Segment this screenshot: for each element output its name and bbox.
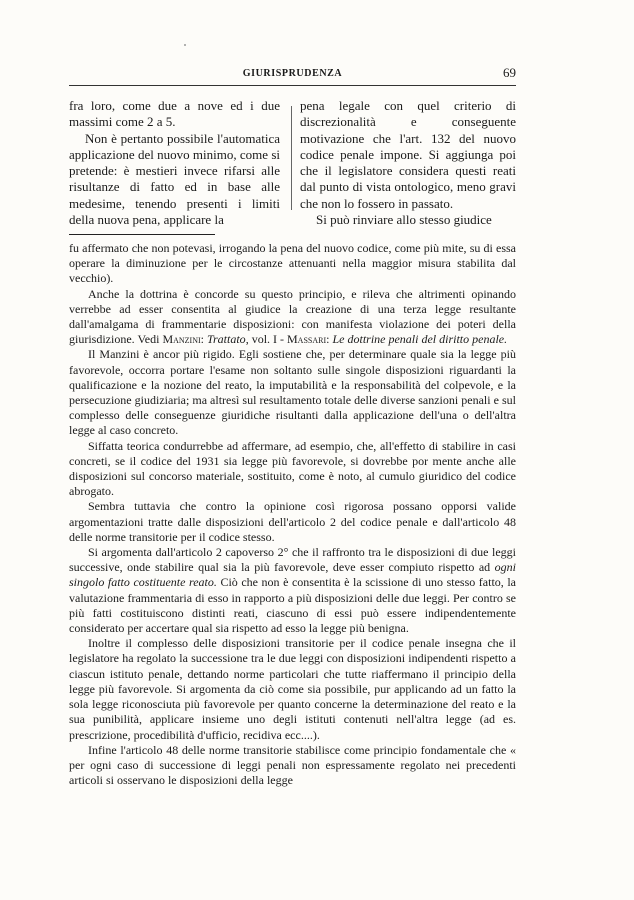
footnote-paragraph-7: Inoltre il complesso delle disposizioni transitorie per il codice penale insegna che il legislatore ha regolato la successione tra le due leggi con disposizioni indipendenti rispetto a ciascun istituto penale, dettando norme particolari che tutte riaffermano il principio della legge più favorevole. Si argomenta da ciò come sia possibile, pur applicando ad un fatto la sola legge riconosciuta più favorevole per quanto concerne la determinazione del reato e la sua punibilità, applicare insieme uno degli istituti contenuti nell'altra legge (ad es. prescrizione, procedibilità d'ufficio, recidiva ecc....). [69, 636, 516, 742]
footnote-paragraph-3: Il Manzini è ancor più rigido. Egli sostiene che, per determinare quale sia la legge più favorevole, occorra portare l'esame non soltanto sulle singole disposizioni riguardanti la qualificazione e la nozione del reato, la imputabilità e la responsabilità del colpevole, e la persecuzione giudiziaria; ma altresì sul resultamento totale delle diverse sanzioni penali e sul complesso delle conseguenze giuridiche risultanti dalla applicazione dell'una o dell'altra legge al caso concreto. [69, 347, 516, 438]
footnote-paragraph-5: Sembra tuttavia che contro la opinione così rigorosa possano opporsi valide argomentazioni tratte dalle disposizioni dell'articolo 2 del codice penale e dall'articolo 48 delle norme transitorie per il codice stesso. [69, 499, 516, 544]
fn2-title2: Le dottrine penali del diritto penale. [332, 332, 508, 347]
left-paragraph-2: Non è pertanto possibile l'automatica applicazione del nuovo minimo, come si pretende: è mestieri invece rifarsi alle risultanze di fatto ed in base alle medesime, tenendo presenti i limiti della nuova pena, applicare la [69, 130, 280, 228]
fn6-text-a: Si argomenta dall'articolo 2 capoverso 2° che il raffronto tra le disposizioni di due leggi successive, onde stabilire qual sia la più favorevole, deve esser compiuto rispetto ad [69, 545, 516, 575]
running-head: GIURISPRUDENZA [242, 68, 343, 79]
fn2-vol: , vol. I - [245, 332, 285, 347]
header-rule [69, 85, 516, 86]
right-paragraph-1: pena legale con quel criterio di discrezionalità e conseguente motivazione che l'art. 132 del nuovo codice penale impone. Si aggiunga poi che il legislatore considera questi reati dal punto di vista ontologico, meno gravi che non lo fossero in passato. [300, 98, 516, 211]
fn2-title: Trattato [207, 332, 246, 347]
footnotes [69, 241, 516, 788]
fn2-author2: Massari [287, 332, 327, 347]
left-paragraph-1: fra loro, come due a nove ed i due massimi come 2 a 5. [69, 98, 280, 130]
page-speck [184, 44, 186, 46]
right-column [300, 98, 516, 228]
page-number: 69 [503, 65, 516, 80]
footnote-paragraph-4: Siffatta teorica condurrebbe ad affermare, ad esempio, che, all'effetto di stabilire in casi concreti, se il codice del 1931 sia legge più favorevole, si dovrebbe por mente anche alle disposizioni sul concorso materiale, sostituito, come è noto, al cumulo giuridico del codice abrogato. [69, 438, 516, 499]
fn6-text-b: Ciò che non è consentita è la scissione di uno stesso fatto, la valutazione frammentaria di esso in rapporto a più disposizioni delle due leggi. Per contro se più fatti costituiscono distinti reati, ciascuno di essi può essere indipendentemente considerato per accertare qual sia rispetto ad esso la legge più benigna. [69, 575, 517, 636]
footnote-rule [69, 234, 215, 235]
fn2-text: Anche la dottrina è concorde su questo principio, e rileva che altrimenti opinando verrebbe ad esser consentita al giudice la creazione di una terza legge resultante dall'amalgama di frammentarie disposizioni: con manifesta violazione dei poteri della giurisdizione. Vedi [69, 286, 516, 347]
footnote-paragraph-1: fu affermato che non potevasi, irrogando la pena del nuovo codice, come più mite, su di essa operare la diminuzione per le circostanze attenuanti nella maggior misura stabilita dal vecchio). [69, 241, 516, 286]
column-divider [291, 106, 292, 210]
footnote-paragraph-6 [69, 545, 516, 636]
right-paragraph-2: Si può rinviare allo stesso giudice [316, 212, 492, 228]
footnote-paragraph-8: Infine l'articolo 48 delle norme transitorie stabilisce come principio fondamentale che « per ogni caso di successione di leggi penali non espressamente regolato nei precedenti articoli si osservano le disposizioni della legge [69, 742, 516, 788]
fn6-emphasis: ogni singolo fatto costituente reato. [69, 560, 516, 590]
fn2-author: Manzini [162, 332, 201, 347]
footnote-paragraph-2: Anche la dottrina è concorde su questo principio, e rileva che altrimenti opinando verrebbe ad esser consentita al giudice la creazione di una terza legge resultante dall'amalgama di frammentarie disposizioni: con manifesta violazione dei poteri della giurisdizione. Vedi Manzini: Trattato, vol. I - Massari: Le dottrine penali del diritto penale. [69, 286, 516, 347]
page-header [69, 64, 516, 82]
left-column [69, 98, 280, 228]
